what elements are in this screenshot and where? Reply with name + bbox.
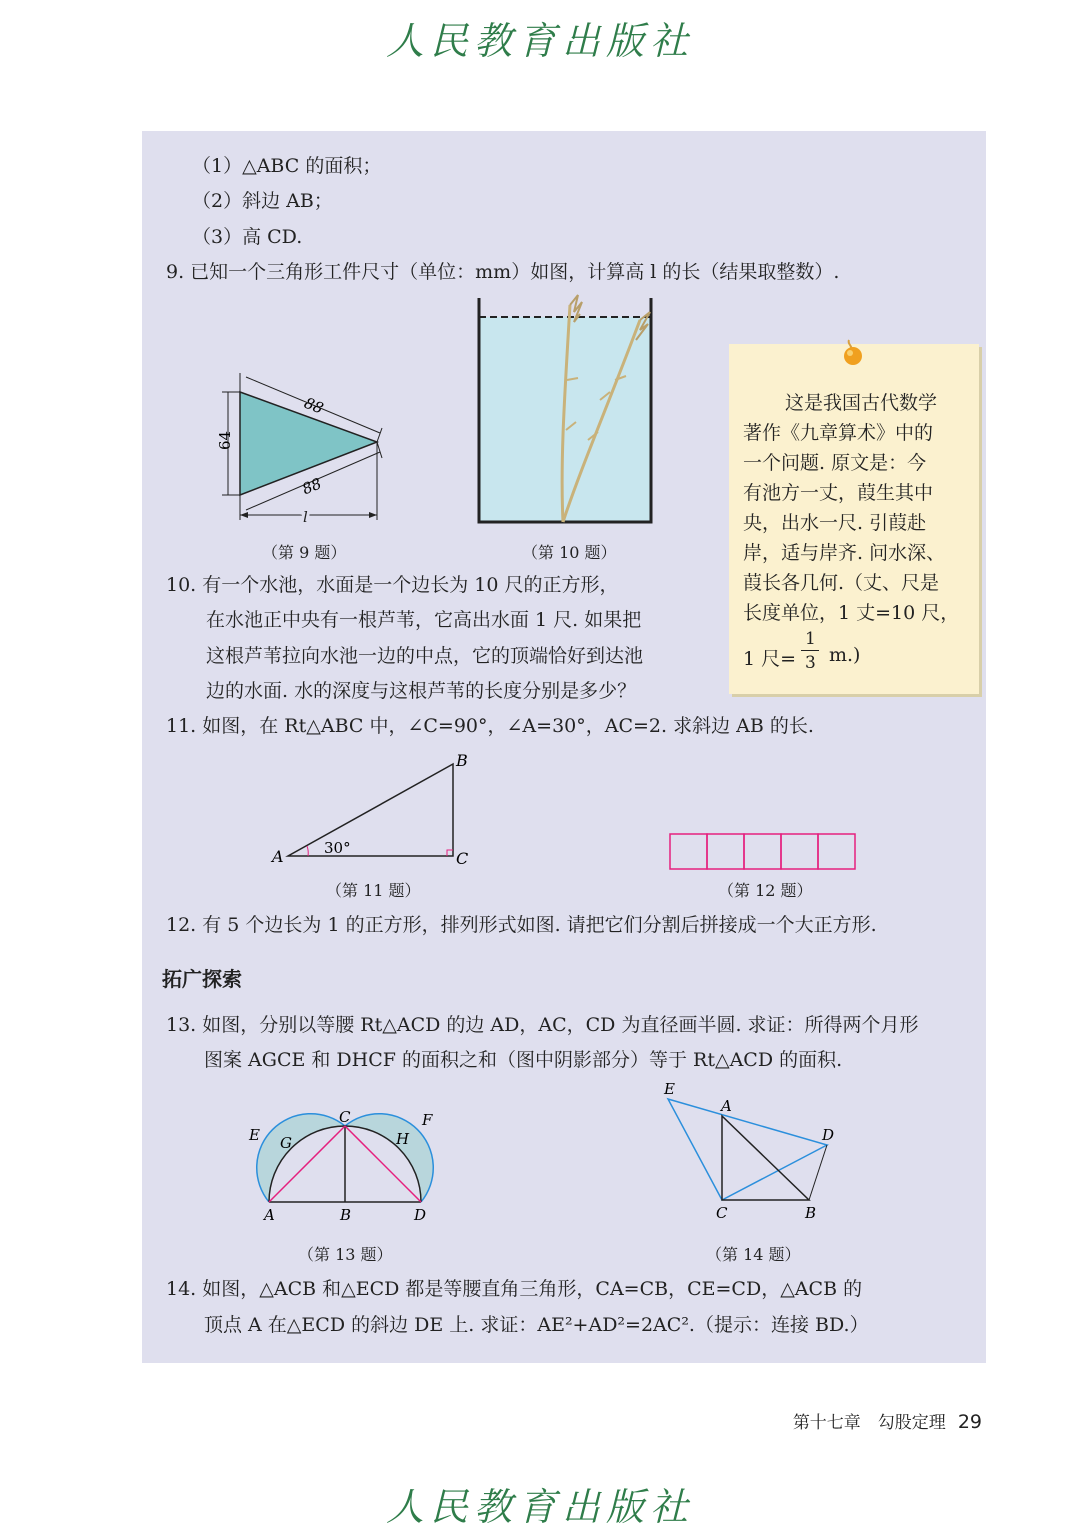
note-line-9-b: m.) [829,644,861,666]
fraction-numerator: 1 [805,629,816,649]
fraction-bar [801,650,819,651]
q8-part2: （2）斜边 AB； [192,190,333,212]
note-line-1: 这是我国古代数学 [785,392,938,414]
question-14-line1: 14. 如图，△ACB 和△ECD 都是等腰直角三角形，CA=CB，CE=CD，△ACB 的 [166,1278,863,1300]
chapter-title: 第十七章 勾股定理 [792,1413,946,1433]
caption-fig12: （第 12 题） [718,881,813,900]
label-A: A [721,1097,732,1115]
label-B: B [456,751,468,770]
question-14-line2: 顶点 A 在△ECD 的斜边 DE 上. 求证：AE²+AD²=2AC².（提示：连接 BD.） [204,1314,869,1336]
label-30-degrees: 30° [324,839,351,857]
question-13-line2: 图案 AGCE 和 DHCF 的面积之和（图中阴影部分）等于 Rt△ACD 的面积. [204,1049,843,1071]
label-E: E [664,1080,675,1098]
caption-fig10: （第 10 题） [522,543,617,562]
question-13-line1: 13. 如图，分别以等腰 Rt△ACD 的边 AD，AC，CD 为直径画半圆. 求证：所得两个月形 [166,1014,919,1036]
figure-9-triangle [212,370,392,530]
page-footer [793,1408,982,1433]
fraction-denominator: 3 [805,653,816,673]
label-F: F [422,1111,433,1129]
publisher-watermark-top: 人民教育出版社 [385,19,694,63]
question-10-line2: 在水池正中央有一根芦苇，它高出水面 1 尺. 如果把 [206,609,642,631]
publisher-watermark-bottom: 人民教育出版社 [385,1485,694,1529]
question-10-line3: 这根芦苇拉向水池一边的中点，它的顶端恰好到达池 [206,645,644,667]
label-D: D [414,1206,427,1224]
note-line-8: 长度单位，1 丈=10 尺， [743,602,960,624]
figure-14-triangles [652,1076,852,1226]
note-line-2: 著作《九章算术》中的 [743,422,934,444]
triangle-acb [722,1116,809,1200]
label-B: B [340,1206,352,1224]
note-line-3: 一个问题. 原文是：今 [743,452,927,474]
label-E: E [249,1126,260,1144]
caption-fig9: （第 9 题） [262,543,347,562]
figure-12-five-squares [668,832,860,872]
label-l: l [303,508,308,526]
section-heading: 拓广探索 [162,967,242,991]
pin-icon [837,338,867,368]
caption-fig14: （第 14 题） [706,1245,801,1264]
label-C: C [339,1108,351,1126]
question-12: 12. 有 5 个边长为 1 的正方形，排列形式如图. 请把它们分割后拼接成一个大正方形. [166,914,877,936]
label-88-bottom: 88 [299,474,325,499]
angle-arc [307,846,308,856]
triangle-ecd [668,1099,827,1200]
label-88-top: 88 [301,393,327,418]
label-B: B [805,1204,817,1222]
question-9: 9. 已知一个三角形工件尺寸（单位：mm）如图，计算高 l 的长（结果取整数）. [166,261,840,283]
note-line-7: 葭长各几何.（丈、尺是 [743,572,940,594]
right-angle-mark [447,850,453,856]
square-1 [670,834,707,869]
figure-11-right-triangle [266,748,486,873]
label-A: A [264,1206,275,1224]
page-number: 29 [957,1411,982,1433]
q8-part3: （3）高 CD. [192,226,303,248]
q8-part1: （1）△ABC 的面积； [192,155,382,177]
square-5 [818,834,855,869]
note-line-5: 央，出水一尺. 引葭赴 [743,512,927,534]
label-C: C [716,1204,728,1222]
caption-fig13: （第 13 题） [298,1245,393,1264]
question-11: 11. 如图，在 Rt△ABC 中，∠C=90°，∠A=30°，AC=2. 求斜边 AB 的长. [166,715,814,737]
square-3 [744,834,781,869]
triangle-abc [288,764,453,856]
note-box [729,344,979,694]
label-64: 64 [216,430,234,450]
figure-13-lunes [244,1100,454,1226]
label-C: C [456,849,469,868]
label-D: D [822,1126,835,1144]
question-10-line4: 边的水面. 水的深度与这根芦苇的长度分别是多少？ [206,680,637,702]
note-line-4: 有池方一丈，葭生其中 [743,482,934,504]
square-4 [781,834,818,869]
label-H: H [396,1130,410,1148]
label-A: A [272,847,284,866]
note-line-6: 岸，适与岸齐. 问水深、 [743,542,946,564]
question-10-line1: 10. 有一个水池，水面是一个边长为 10 尺的正方形， [166,574,619,596]
figure-10-pond [470,290,660,530]
note-line-9-a: 1 尺= [743,648,797,670]
label-G: G [280,1134,292,1152]
square-2 [707,834,744,869]
caption-fig11: （第 11 题） [326,881,421,900]
